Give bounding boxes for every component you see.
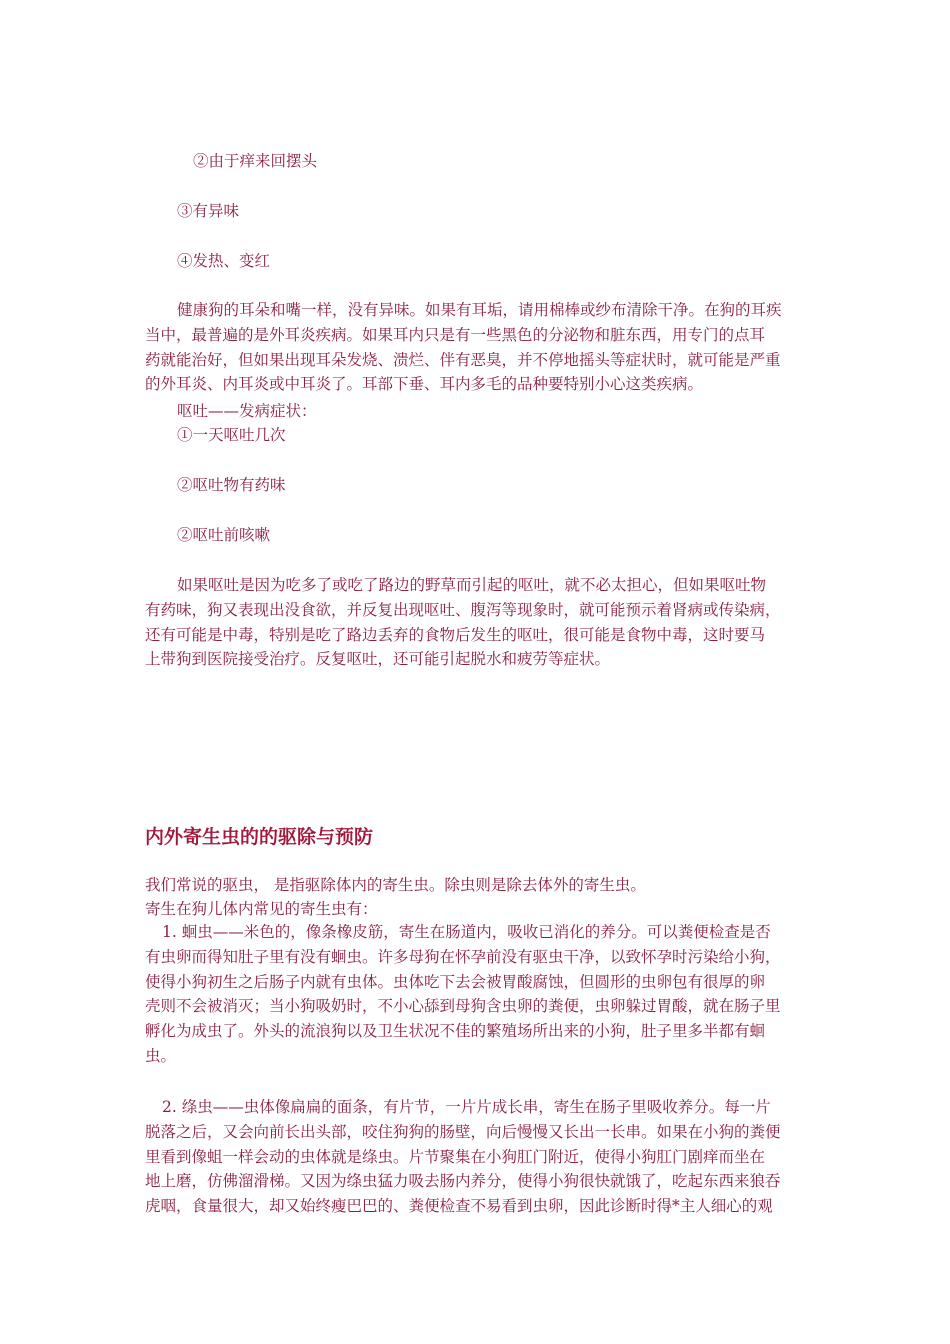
ear-paragraph xyxy=(145,298,810,397)
paragraph-line: 如果呕吐是因为吃多了或吃了路边的野草而引起的呕吐，就不必太担心，但如果呕吐物 xyxy=(177,576,767,594)
intro-line-2: 寄生在狗儿体内常见的寄生虫有： xyxy=(145,900,378,918)
symptom-item-sway: ②由于痒来回摆头 xyxy=(193,152,318,170)
paragraph-line: 当中，最普遍的是外耳炎疾病。如果耳内只是有一些黑色的分泌物和脏东西，用专门的点耳 xyxy=(145,325,766,344)
paragraph-line: 壳则不会被消灭；当小狗吸奶时，不小心舔到母狗含虫卵的粪便，虫卵躲过胃酸，就在肠子里 xyxy=(145,997,781,1016)
paragraph-line: 脱落之后，又会向前长出头部，咬住狗狗的肠壁，向后慢慢又长出一长串。如果在小狗的粪便 xyxy=(145,1122,781,1141)
tapeworm-paragraph xyxy=(145,1095,810,1219)
paragraph-line: 1. 蛔虫——米色的，像条橡皮筋，寄生在肠道内，吸收已消化的养分。可以粪便检查是否 xyxy=(162,923,771,941)
intro-line-1: 我们常说的驱虫， 是指驱除体内的寄生虫。除虫则是除去体外的寄生虫。 xyxy=(145,876,646,894)
paragraph-line: 健康狗的耳朵和嘴一样，没有异味。如果有耳垢，请用棉棒或纱布清除干净。在狗的耳疾 xyxy=(177,301,782,319)
paragraph-line: 的外耳炎、内耳炎或中耳炎了。耳部下垂、耳内多毛的品种要特别小心这类疾病。 xyxy=(145,375,704,394)
paragraph-line: 里看到像蛆一样会动的虫体就是绦虫。片节聚集在小狗肛门附近，使得小狗肛门剧痒而坐在 xyxy=(145,1147,766,1166)
paragraph-line: 虎咽，食量很大，却又始终瘦巴巴的、粪便检查不易看到虫卵，因此诊断时得*主人细心的观 xyxy=(145,1197,773,1216)
paragraph-line: 有药味，狗又表现出没食欲，并反复出现呕吐、腹泻等现象时，就可能预示着肾病或传染病， xyxy=(145,600,781,619)
paragraph-line: 还有可能是中毒，特别是吃了路边丢弃的食物后发生的呕吐，很可能是食物中毒，这时要马 xyxy=(145,625,766,644)
vomit-item-3: ②呕吐前咳嗽 xyxy=(177,526,271,544)
vomit-paragraph xyxy=(145,573,810,672)
paragraph-line: 有虫卵而得知肚子里有没有蛔虫。许多母狗在怀孕前没有驱虫干净，以致怀孕时污染给小狗， xyxy=(145,947,781,966)
paragraph-line: 药就能治好，但如果出现耳朵发烧、溃烂、伴有恶臭，并不停地摇头等症状时，就可能是严重 xyxy=(145,350,781,369)
paragraph-line: 虫。 xyxy=(145,1046,177,1065)
section-heading: 内外寄生虫的的驱除与预防 xyxy=(145,826,374,848)
paragraph-line: 地上磨，仿佛溜滑梯。又因为绦虫猛力吸去肠内养分，使得小狗很快就饿了，吃起东西来狼吞 xyxy=(145,1172,781,1191)
symptom-item-odor: ③有异味 xyxy=(177,202,240,220)
paragraph-line: 2. 绦虫——虫体像扁扁的面条，有片节，一片片成长串，寄生在肠子里吸收养分。每一片 xyxy=(162,1098,771,1116)
paragraph-line: 使得小狗初生之后肠子内就有虫体。虫体吃下去会被胃酸腐蚀，但圆形的虫卵包有很厚的卵 xyxy=(145,972,766,991)
symptom-item-fever: ④发热、变红 xyxy=(177,252,271,270)
vomit-item-2: ②呕吐物有药味 xyxy=(177,476,286,494)
vomit-item-1: ①一天呕吐几次 xyxy=(177,426,286,444)
paragraph-line: 上带狗到医院接受治疗。反复呕吐，还可能引起脱水和疲劳等症状。 xyxy=(145,650,611,669)
vomit-title: 呕吐——发病症状： xyxy=(177,402,317,420)
paragraph-line: 孵化为成虫了。外头的流浪狗以及卫生状况不佳的繁殖场所出来的小狗，肚子里多半都有蛔 xyxy=(145,1022,766,1041)
roundworm-paragraph xyxy=(145,920,810,1069)
